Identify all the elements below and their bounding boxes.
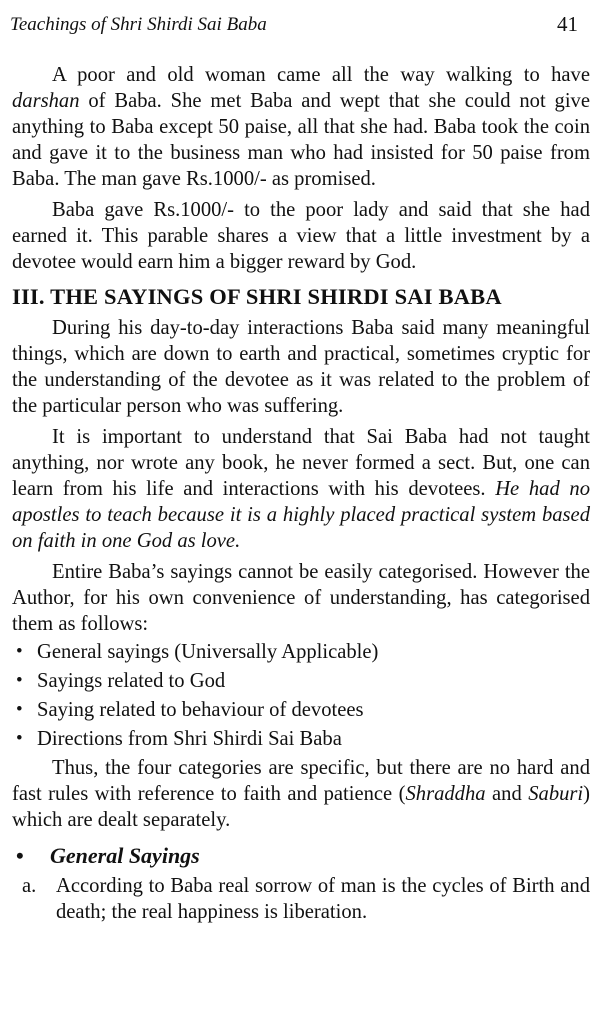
list-item: • Sayings related to God (12, 668, 590, 694)
body-text (12, 62, 590, 930)
italic-sentence: He had no apostles to teach because it is a highly placed practical system based on faith in one God as love. (12, 478, 590, 552)
text: It is important to understand that Sai Baba had not taught anything, nor wrote any book, he never formed a sect. But, one can learn from his life and interactions with his devotees. (12, 426, 590, 500)
paragraph-parable (12, 197, 590, 275)
text: During his day-to-day interactions Baba said many meaningful things, which are down to earth and practical, sometimes cryptic for the understanding of the devotee as it was related to the problem of the particular person who was suffering. (12, 317, 590, 417)
category-list (12, 639, 590, 752)
text: A poor and old woman came all the way walking to have (52, 64, 590, 86)
subheading-general-sayings: • General Sayings (12, 843, 590, 869)
list-item: • Saying related to behaviour of devotees (12, 697, 590, 723)
italic-term-saburi: Saburi (528, 783, 584, 805)
text: ) which are dealt separately. (12, 783, 591, 831)
running-head: Teachings of Shri Shirdi Sai Baba (10, 14, 267, 35)
text: According to Baba real sorrow of man is the cycles of Birth and death; the real happiness is liberation. (56, 875, 590, 923)
paragraph-four-categories (12, 755, 590, 833)
italic-term-shraddha: Shraddha (405, 783, 486, 805)
item-marker: a. (22, 875, 37, 897)
text: and (485, 783, 529, 805)
text: Entire Baba’s sayings cannot be easily categorised. However the Author, for his own convenience of understanding, has categorised them as follows: (12, 561, 590, 635)
list-item: • General sayings (Universally Applicable) (12, 639, 590, 665)
text: Baba gave Rs.1000/- to the poor lady and said that she had earned it. This parable shares a view that a little investment by a devotee would earn him a bigger reward by God. (12, 199, 590, 273)
paragraph-woman-story (12, 62, 590, 192)
paragraph-interactions (12, 315, 590, 419)
paragraph-categorised (12, 559, 590, 637)
lettered-item-a (12, 873, 590, 925)
section-heading: III. THE SAYINGS OF SHRI SHIRDI SAI BABA (12, 284, 502, 309)
paragraph-no-book (12, 424, 590, 554)
page-number: 41 (557, 12, 578, 36)
list-item: • Directions from Shri Shirdi Sai Baba (12, 726, 590, 752)
text: of Baba. She met Baba and wept that she could not give anything to Baba except 50 paise, all that she had. Baba took the coin and gave it to the business man who had insisted for 50 paise from Baba. The man gave Rs.1000/- as promised. (12, 90, 590, 190)
text: Thus, the four categories are specific, but there are no hard and fast rules with reference to faith and patience ( (12, 757, 590, 805)
italic-term-darshan: darshan (12, 90, 80, 112)
